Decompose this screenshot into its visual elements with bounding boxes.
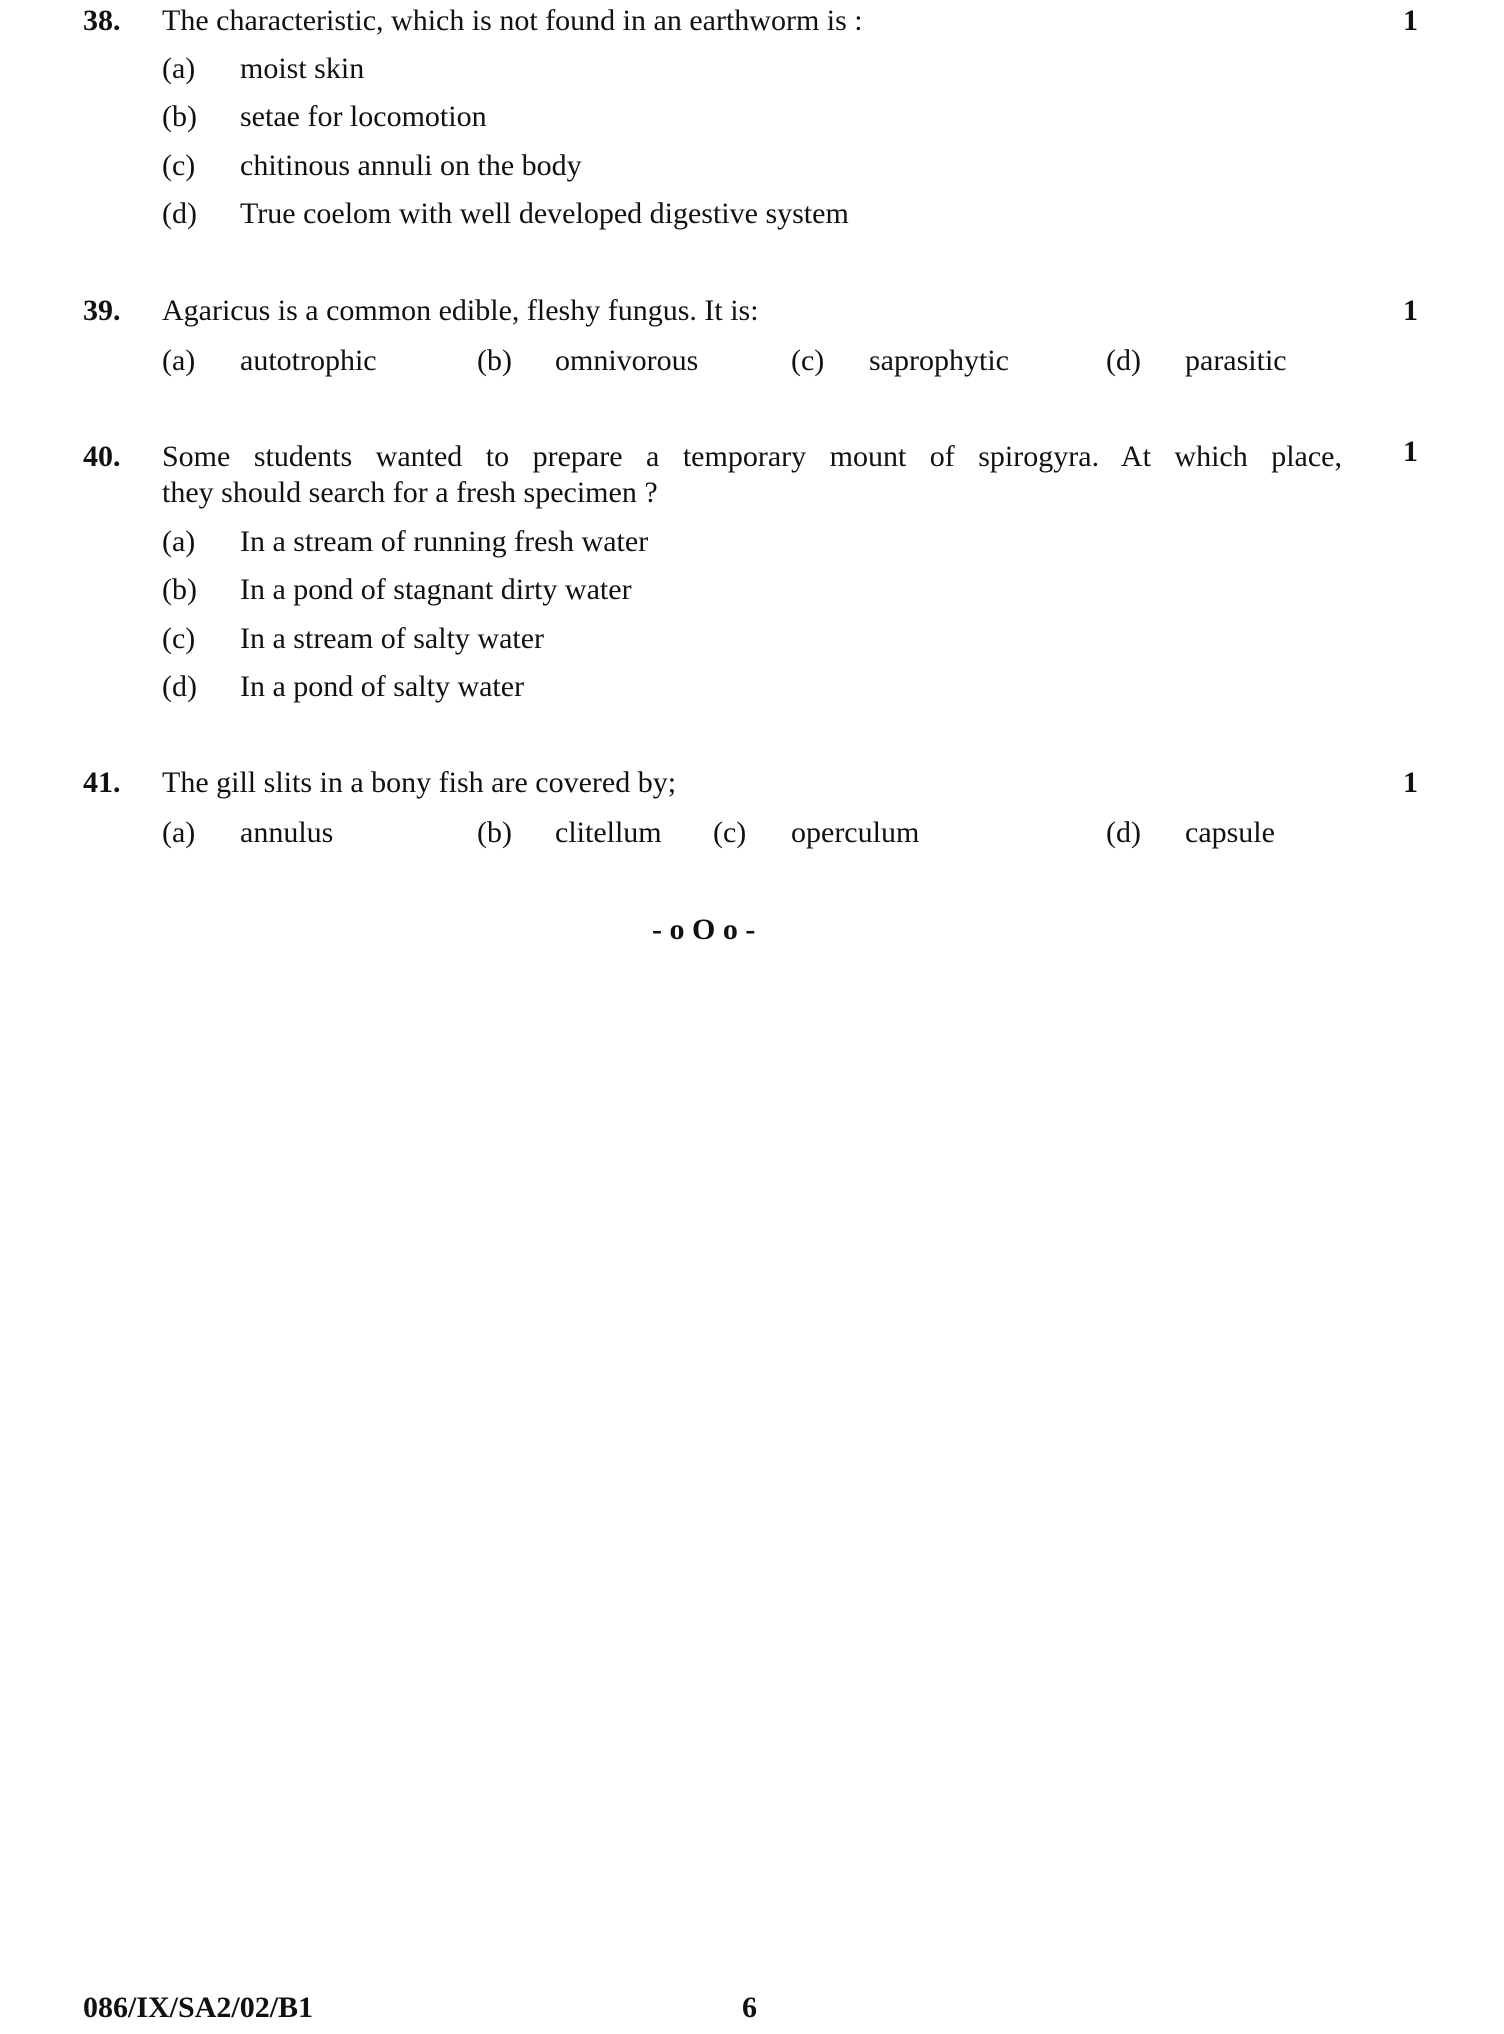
option-text: chitinous annuli on the body [240,149,582,182]
question-number: 41. [83,766,121,799]
question-text-line2: they should search for a fresh specimen ? [162,476,658,509]
option-text: In a stream of salty water [240,622,545,655]
option-text: autotrophic [240,344,377,377]
question-number: 38. [83,4,121,37]
question-marks: 1 [1403,435,1418,468]
option-label: (b) [162,100,197,133]
option-text: capsule [1185,816,1275,849]
question-text: The gill slits in a bony fish are covered by; [162,766,677,799]
option-label: (c) [162,622,196,655]
option-text: omnivorous [555,344,699,377]
option-label: (a) [162,525,196,558]
option-text: moist skin [240,52,365,85]
question-number: 40. [83,440,121,473]
question-text: Agaricus is a common edible, fleshy fungus. It is: [162,294,759,327]
option-label: (c) [713,816,747,849]
option-label: (d) [1106,816,1141,849]
option-text: annulus [240,816,334,849]
option-label: (c) [162,149,196,182]
option-text: True coelom with well developed digestive system [240,197,849,230]
option-label: (c) [791,344,825,377]
question-marks: 1 [1403,294,1418,327]
question-marks: 1 [1403,766,1418,799]
option-label: (d) [162,197,197,230]
page-number: 6 [742,1991,757,2024]
option-text: operculum [791,816,920,849]
option-label: (d) [162,670,197,703]
question-number: 39. [83,294,121,327]
option-text: clitellum [555,816,662,849]
question-text-line1: Some students wanted to prepare a temporary mount of spirogyra. At which place, [162,440,1342,473]
option-text: saprophytic [869,344,1009,377]
option-label: (b) [477,344,512,377]
question-marks: 1 [1403,4,1418,37]
option-text: In a stream of running fresh water [240,525,649,558]
option-label: (b) [477,816,512,849]
paper-code: 086/IX/SA2/02/B1 [83,1991,314,2024]
option-label: (d) [1106,344,1141,377]
end-of-paper-mark: - o O o - [652,913,756,946]
option-text: setae for locomotion [240,100,487,133]
option-text: parasitic [1185,344,1287,377]
option-text: In a pond of stagnant dirty water [240,573,632,606]
option-label: (a) [162,52,196,85]
option-label: (a) [162,344,196,377]
option-label: (b) [162,573,197,606]
option-label: (a) [162,816,196,849]
option-text: In a pond of salty water [240,670,525,703]
question-text: The characteristic, which is not found in an earthworm is : [162,4,863,37]
